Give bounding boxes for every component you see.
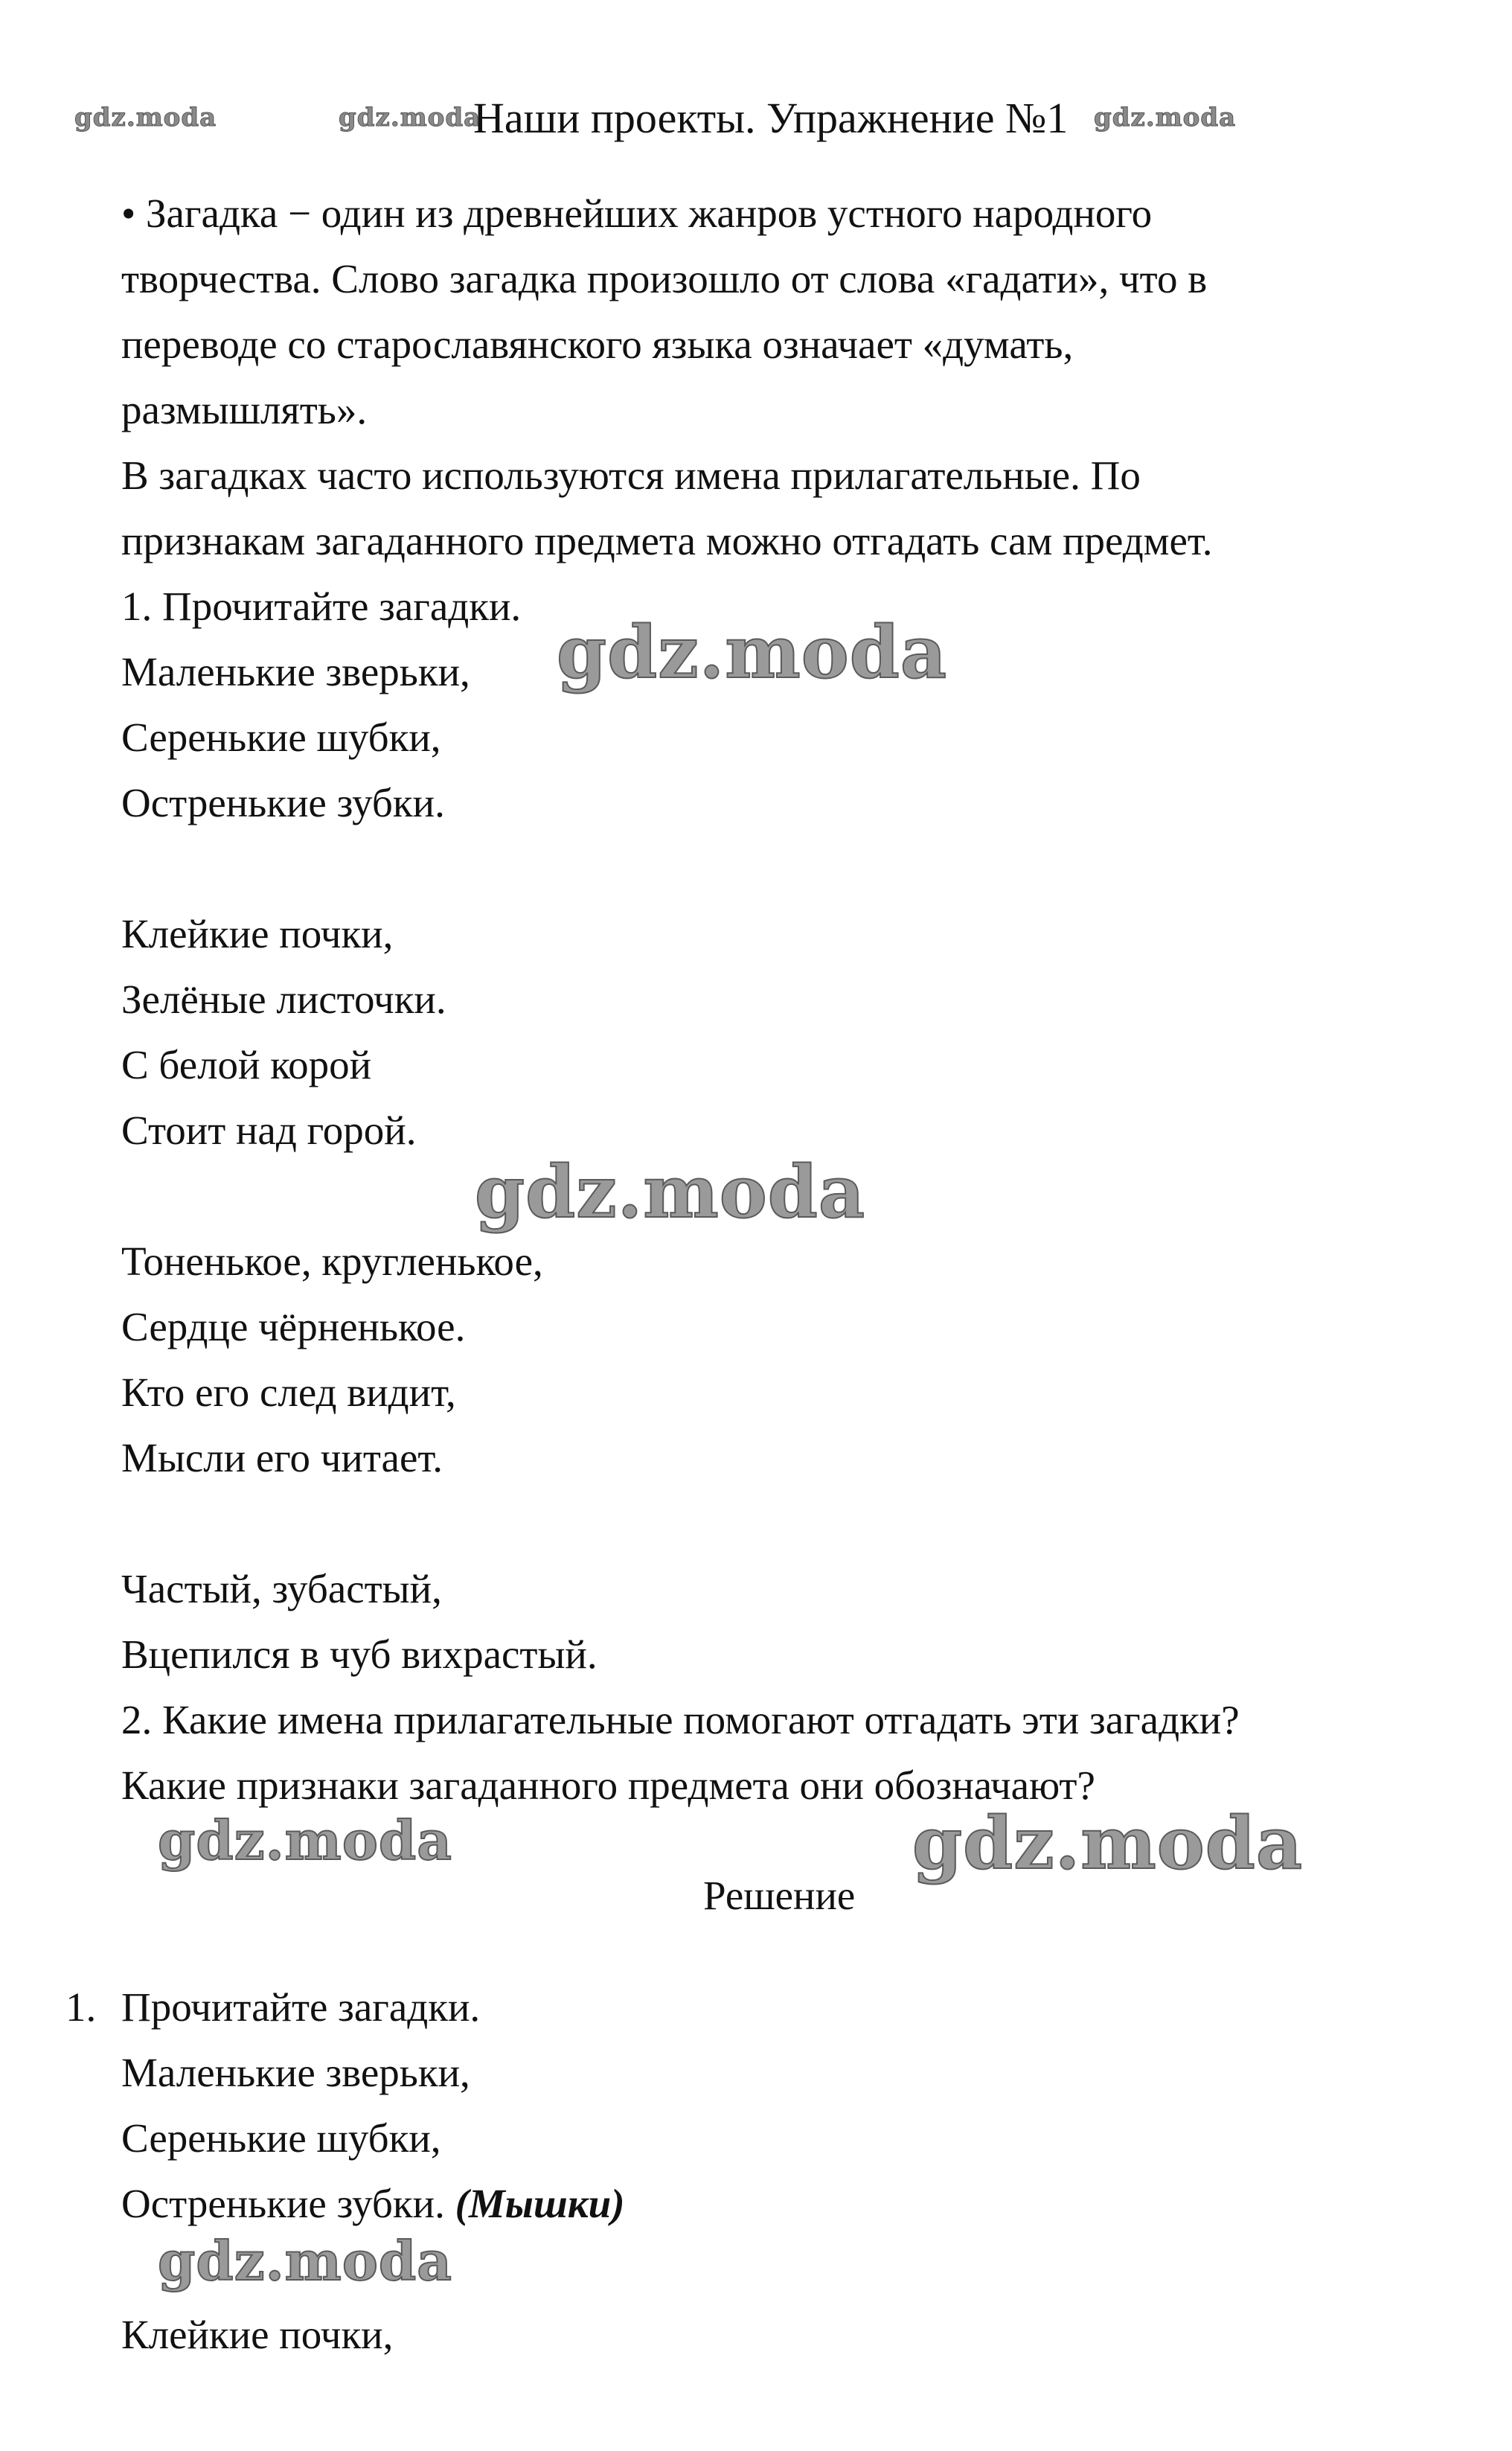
riddle-line: Клейкие почки, [121,911,394,956]
watermark: gdz.moda [557,610,948,694]
task-line: признакам загаданного предмета можно отгадать сам предмет. [121,518,1213,563]
solution-line: Клейкие почки, [121,2312,394,2357]
task-question: Какие признаки загаданного предмета они обозначают? [121,1763,1095,1808]
solution-number: 1. [65,1984,97,2030]
task-line: размышлять». [121,387,368,432]
solution-line [121,2180,625,2227]
solution-heading: Решение [703,1873,856,1918]
watermark: gdz.moda [158,1809,452,1872]
riddle-line: Частый, зубастый, [121,1566,442,1611]
riddle-line: Сердце чёрненькое. [121,1304,466,1349]
task-line: • Загадка − один из древнейших жанров устного народного [121,191,1153,236]
watermark: gdz.moda [912,1801,1304,1885]
riddle-line: Кто его след видит, [121,1370,456,1415]
riddle-line: С белой корой [121,1042,372,1087]
riddle-answer: (Мышки) [455,2181,625,2226]
watermark: gdz.moda [74,103,217,132]
task-line: переводе со старославянского языка означает «думать, [121,322,1074,367]
task-line: В загадках часто используются имена прилагательные. По [121,453,1141,498]
watermark: gdz.moda [158,2229,452,2292]
riddle-line: Маленькие зверьки, [121,649,470,694]
solution-line: Маленькие зверьки, [121,2050,470,2095]
task-line: творчества. Слово загадка произошло от слова «гадати», что в [121,256,1208,301]
riddle-line: Стоит над горой. [121,1108,417,1153]
riddle-line: Вцепился в чуб вихрастый. [121,1632,598,1677]
riddle-line: Мысли его читает. [121,1435,443,1480]
task-question: 1. Прочитайте загадки. [121,584,522,629]
watermark: gdz.moda [1094,103,1237,132]
riddle-line: Серенькие шубки, [121,715,441,760]
solution-line: Серенькие шубки, [121,2115,441,2161]
watermark: gdz.moda [339,103,481,132]
page-title: Наши проекты. Упражнение №1 [473,94,1069,142]
riddle-line: Остренькие зубки. [121,780,445,825]
watermark: gdz.moda [475,1150,866,1234]
solution-line: Прочитайте загадки. [121,1984,481,2030]
riddle-line: Тоненькое, кругленькое, [121,1239,543,1284]
riddle-line: Зелёные листочки. [121,977,446,1022]
task-question: 2. Какие имена прилагательные помогают отгадать эти загадки? [121,1697,1240,1742]
solution-riddle-text: Остренькие зубки. [121,2181,445,2226]
